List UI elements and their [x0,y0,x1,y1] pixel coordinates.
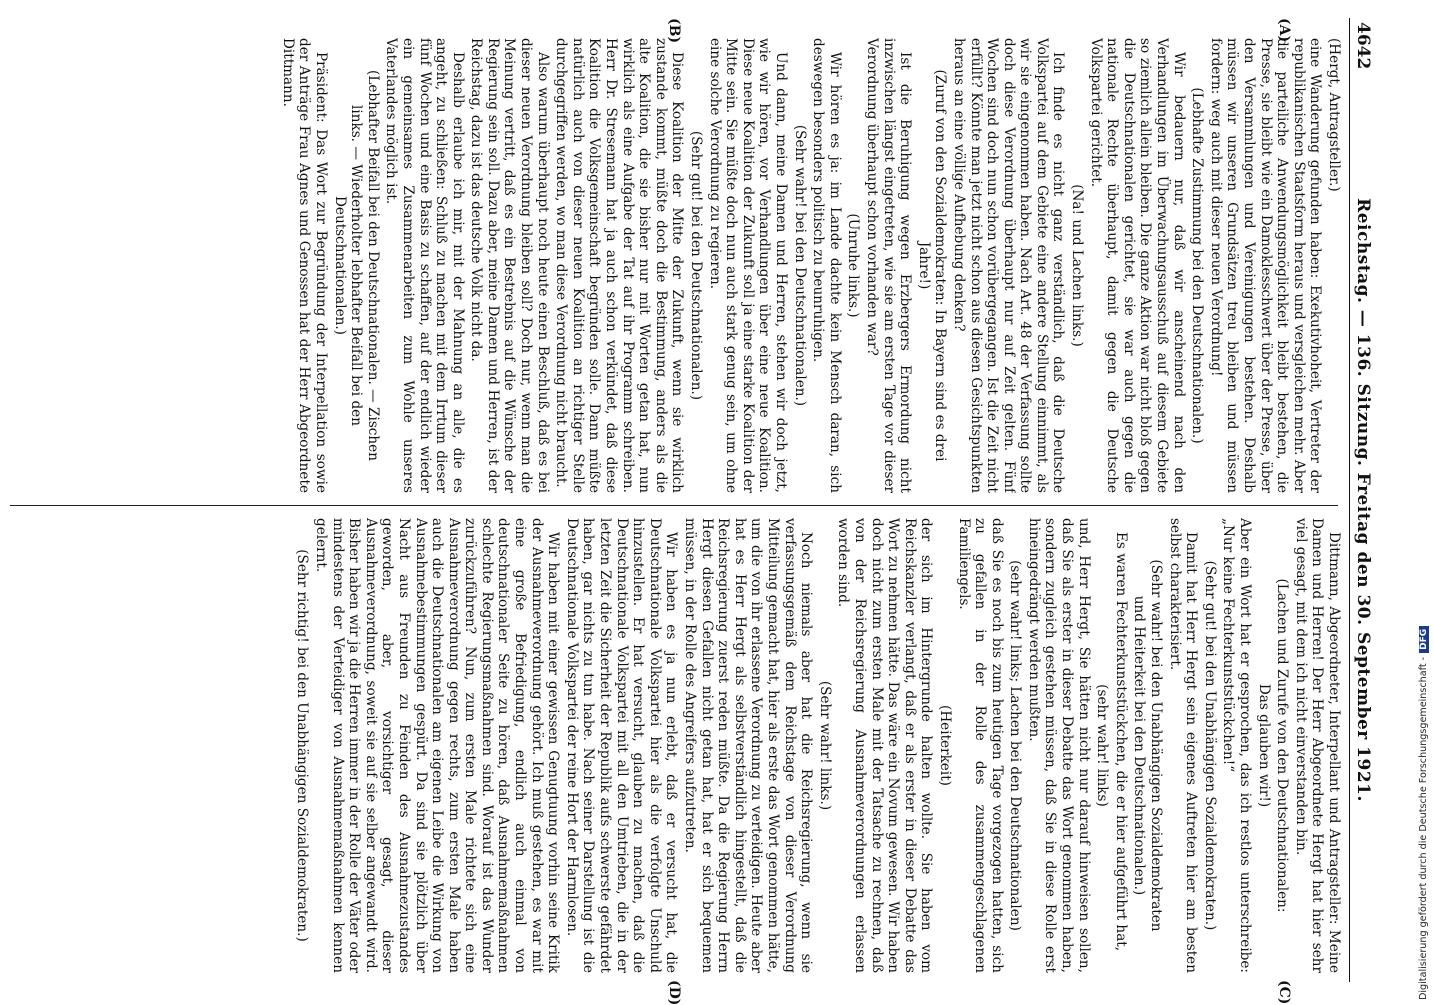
paragraph: Ist die Beruhigung wegen Erzbergers Ermordung nicht inzwischen längst eingetreten, wie sie am ersten Tage vor dieser Verordnung überhaupt schon vorhanden war? [863,38,914,493]
paragraph: (Sehr wahr! links.) [816,680,833,811]
text-columns [10,18,1342,1005]
paragraph: Diese Koalition der Mitte der Zukunft, wenn sie wirklich zustande kommt, müßte doch die Bestimmung, anders als die alte Koalition, die sie bisher nur mit Worten getan hat, nun wirklich als eine Aufgabe der Tat auf ihr Programm schreiben. Herr Dr. Stresemann hat ja auch schon verkündet, daß diese Koalition die Volksgemeinschaft begründen solle. Dann müßte natürlich auch von dieser neuen Koalition an richtiger Stelle durchgegriffen werden, wo man diese Verordnung nicht braucht. [553,38,686,493]
paragraph: Ich finde es nicht ganz verständlich, daß die Deutsche Volkspartei auf dem Gebiete eine andere Stellung einnimmt, als wir sie eingenommen haben. Nach Art. 48 der Verfassung sollte doch diese Verordnung überhaupt nur auf Zeit gelten. Fünf Wochen sind doch nun schon vorübergegangen. Ist die Zeit nicht erfüllt? Könnte man jetzt nicht schon aus diesen Gesichtspunkten heraus an eine völlige Aufhebung denken? [950,38,1067,493]
paragraph: Wir bedauern nur, daß wir anscheinend nach den Verhandlungen im Überwachungsausschuß auf diesem Gebiete so ziemlich allein bleiben. Die ganze Aktion war nicht bloß gegen die Deutschnationalen gerichtet, sie war auch gegen die nationale Rechte überhaupt, damit gegen die Deutsche Volkspartei gerichtet. [1087,38,1187,493]
paragraph: (Hergt, Antragsteller.) [1326,38,1342,192]
paragraph: (Na! und Lachen links.) [1069,184,1086,347]
paragraph: Es waren Fechterkunststückchen, die er hier aufgeführt hat, [1112,532,1129,952]
paragraph: Noch niemals aber hat die Reichsregierung, wenn sie verfassungsgemäß dem Reichstage von dieser Verordnung Mitteilung gemacht hat, hier als erste das Wort genommen hätte, um die von ihr erlassene Verordnung zu verteidigen. Heute aber hat es Herr Hergt als selbstverständlich hingestellt, daß die Reichsregierung zuerst reden müßte. Da die Regierung Herrn Hergt diesen Gefallen nicht getan hat, hat er sich bequemen müssen, in der Rolle des Angreifers aufzutreten. [682,518,815,973]
funding-note [1418,626,1429,1000]
paragraph: (Sehr wahr! bei den Unabhängigen Sozialdemokraten und Heiterkeit bei den Deutschnationalen.) [1131,559,1165,932]
paragraph: (Sehr gut! bei den Deutschnationalen.) [688,130,705,401]
paragraph: eine Wanderung gefunden haben: Exekutivhoheit, Vertreter der republikanischen Staatsform heraus und versgleichen mehr. Aber die parteiliche Anwendungsmöglichkeit bleibt bestehen, die Presse, sie bleibt wie ein Damoklesschwert über der Presse, über den Versammlungen und Vereinigungen bestehen. Deshalb müssen wir unseren Grundsätzen treu bleiben und müssen fordern: weg auch mit dieser neuen Verordnung! [1207,38,1324,493]
paragraph: (Sehr gut! bei den Unabhängigen Sozialdemokraten.) [1201,560,1218,931]
dfg-logo: DFG [1419,626,1429,653]
paragraph: (Zuruf von den Sozialdemokraten: In Bayern sind es drei Jahre!) [915,69,949,462]
paragraph: (sehr wahr! links; Lachen bei den Deutschnationalen) [1007,560,1024,931]
page-header [1349,18,1376,982]
paragraph: (sehr wahr! links) [1094,684,1111,807]
page-title: Reichstag. — 136. Sitzung. Freitag den 30. September 1921. [1353,198,1373,802]
paragraph: Damit hat Herr Hergt sein eigenes Auftreten hier am besten selbst charakterisiert. [1166,518,1200,973]
paragraph: (Heiterkeit) [936,705,953,786]
paragraph: (Lebhafte Zustimmung bei den Deutschnationalen.) [1189,87,1206,444]
paragraph: Aber ein Wort hat er gesprochen, das ich restlos unterschreibe: „Nur keine Fechterkunststückchen!“ [1220,518,1254,973]
paragraph: Also warum überhaupt noch heute einen Beschluß, daß es bei dieser neuen Verordnung bleiben soll? Doch nur, wenn man die Meinung vertritt, daß es ein Bestrebnis auf die Wünsche der Regierung sein soll. Dazu aber, meine Damen und Herren, ist der Reichstag, dazu ist das deutsche Volk nicht da. [468,38,551,493]
paragraph: daß Sie es noch bis zum heutigen Tage vorgezogen hatten, sich zu gefallen in der Rolle des zusammengeschlagenen Familiengels. [955,518,1005,973]
page-number: 4642 [1353,22,1373,70]
paragraph: Dittmann, Abgeordneter, Interpellant und Antragsteller: Meine Damen und Herren! Der Herr Abgeordnete Hergt hat hier sehr viel gesagt, mit dem ich nicht einverstanden bin. [1292,518,1342,973]
paragraph: (Lachen und Zurufe von den Deutschnationalen: [1274,578,1291,913]
paragraph: Das glauben wir!) [1255,683,1272,808]
margin-marker-b: (B) [666,18,682,44]
paragraph: (Lebhafter Beifall bei den Deutschnationalen. — Zischen links. — Wiederholter lebhafter Beifall bei den Deutschnationalen.) [331,70,381,461]
margin-marker-c: (C) [1276,980,1292,1005]
column-divider [10,505,1338,506]
paragraph: Und dann, meine Damen und Herren, stehen wir doch jetzt, wie wir hören, vor Verhandlungen über eine neue Koalition. Diese neue Koalition der Zukunft soll ja eine starke Koalition der Mitte sein. Sie müßte doch nun auch stark genug sein, um ohne eine solche Verordnung zu regieren. [706,38,789,493]
paragraph: Wir hören es ja: im Lande dachte kein Mensch daran, sich deswegen besonders politisch zu beunruhigen. [810,38,843,493]
paragraph: Wir haben es ja nun erlebt, daß er versucht hat, die Deutschnationale Volkspartei hier als die verfolgte Unschuld hinzustellen. Er hat versucht, glauben zu machen, daß die Deutschnationale Volkspartei mit all den Umtrieben, die in der letzten Zeit die Sicherheit der Republik aufs schwerste gefährdet haben, gar nichts zu tun habe. Nach seiner Darstellung ist die Deutschnationale Volkspartei der reine Hort der Harmlosen. [563,518,680,973]
paragraph: und, Herr Hergt, Sie hätten nicht nur darauf hinweisen sollen, daß Sie als erster in dieser Debatte das Wort genommen haben, sondern zugleich gestehen müssen, daß Sie in diese Rolle erst hineingedrängt werden mußten. [1025,518,1092,973]
paragraph: (Sehr wahr! bei den Deutschnationalen.) [791,124,808,407]
right-column [10,518,1342,973]
margin-marker-d: (D) [666,980,682,1005]
paragraph: Deshalb erlaube ich mir, mit der Mahnung an alle, die es angeht, zu schließen: Schluß zu machen mit dem Irrtum dieser fünf Wochen und eine Basis zu schaffen, auf der endlich wieder ein gemeinsames Zusammenarbeiten zum Wohle unseres Vaterlandes möglich ist. [383,38,466,493]
paragraph: (Sehr richtig! bei den Unabhängigen Sozialdemokraten.) [294,549,311,942]
left-column [10,38,1342,493]
paragraph: (Unruhe links.) [845,213,862,318]
funding-text: Digitalisierung gefördert durch die Deutsche Forschungsgemeinschaft - [1418,656,1429,1000]
paragraph: Präsident: Das Wort zur Begründung der Interpellation sowie der Anträge Frau Agnes und Genossen hat der Herr Abgeordnete Dittmann. [279,38,329,493]
paragraph: Wir haben mit einer gewissen Genugtuung vorhin seine Kritik der Ausnahmeverordnung gehört. Ich muß gestehen, es war mit eine große Befriedigung, endlich auch einmal von deutschnationaler Seite zu hören, daß Ausnahmemaßnahmen schlechte Regierungsmaßnahmen sind. Worauf ist das Wunder zurückzuführen? Nun, zum ersten Male richtete sich eine Ausnahmeverordnung gegen rechts, zum ersten Male haben auch die Deutschnationalen am eigenen Leibe die Wirkung von Ausnahmebestimmungen gespürt. Da sind sie plötzlich über Nacht aus Freunden zu Feinden des Ausnahmezustandes geworden, aber, vorsichtiger gesagt, dieser Ausnahmeverordnung, soweit sie auf sie selber angewandt wird. Bisher haben wir ja die Herren immer in der Rolle der Väter oder mindestens der Verteidiger von Ausnahmemaßnahmen kennen gelernt. [312,518,562,973]
paragraph: der sich im Hintergrunde halten wollte. Sie haben vom Reichskanzler verlangt, daß er als erster in dieser Debatte das Wort zu nehmen hätte. Das wäre ein Novum gewesen. Wir haben doch nicht zum ersten Male mit der Tatsache zu rechnen, daß von der Reichsregierung Ausnahmeverordnungen erlassen worden sind. [835,518,935,973]
margin-marker-a: (A) [1276,18,1292,43]
